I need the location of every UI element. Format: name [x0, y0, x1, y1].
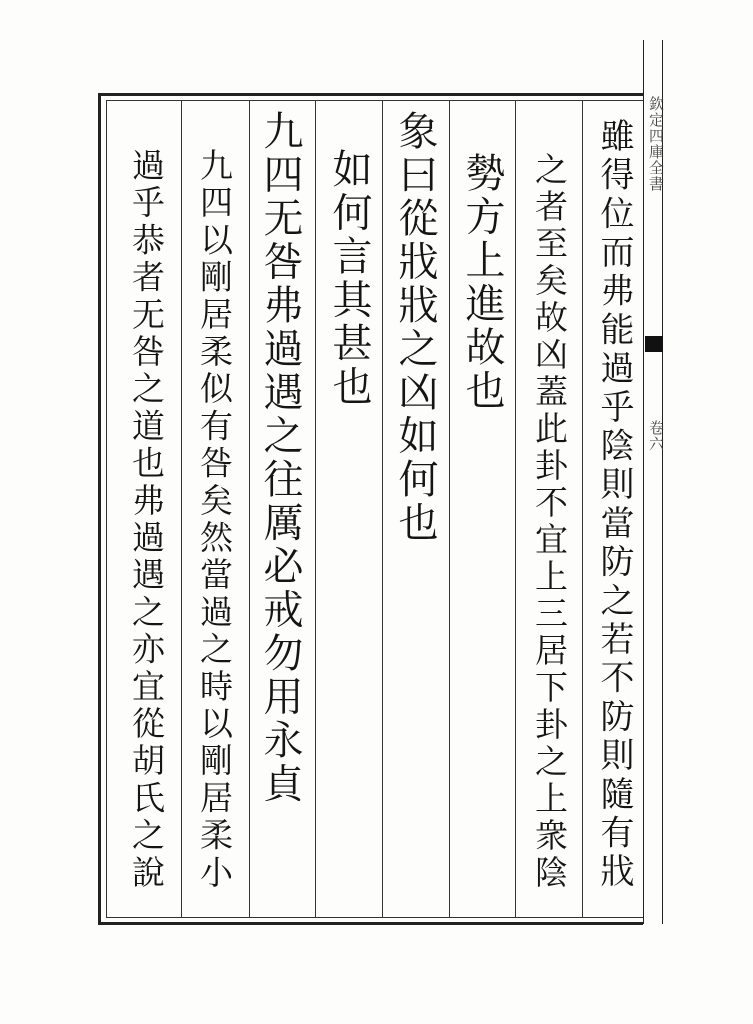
fold-title: 欽定四庫全書: [647, 96, 665, 192]
text-column-3: 勢方上進故也: [459, 152, 505, 413]
column-rule: [315, 100, 316, 918]
text-column-5: 如何言其甚也: [326, 148, 372, 409]
text-column-6: 九四无咎弗過遇之往厲必戒勿用永貞: [257, 110, 303, 806]
column-rule: [449, 100, 450, 918]
column-rule: [582, 100, 583, 918]
text-column-1: 雖得位而弗能過乎陰則當防之若不防則隨有戕: [594, 118, 634, 892]
column-rule: [515, 100, 516, 918]
text-column-4: 象曰從戕戕之凶如何也: [392, 110, 438, 545]
text-column-7: 九四以剛居柔似有咎矣然當過之時以剛居柔小: [195, 148, 234, 892]
column-rule: [181, 100, 182, 918]
text-column-2: 之者至矣故凶蓋此卦不宜上三居下卦之上衆陰: [530, 152, 569, 892]
fold-line: [643, 40, 644, 924]
fold-fishtail-mark: [645, 336, 663, 352]
column-rule: [249, 100, 250, 918]
column-rule: [382, 100, 383, 918]
text-column-8: 過乎恭者无咎之道也弗過遇之亦宜從胡氏之說: [127, 148, 166, 892]
fold-chapter: 卷六: [647, 420, 665, 452]
